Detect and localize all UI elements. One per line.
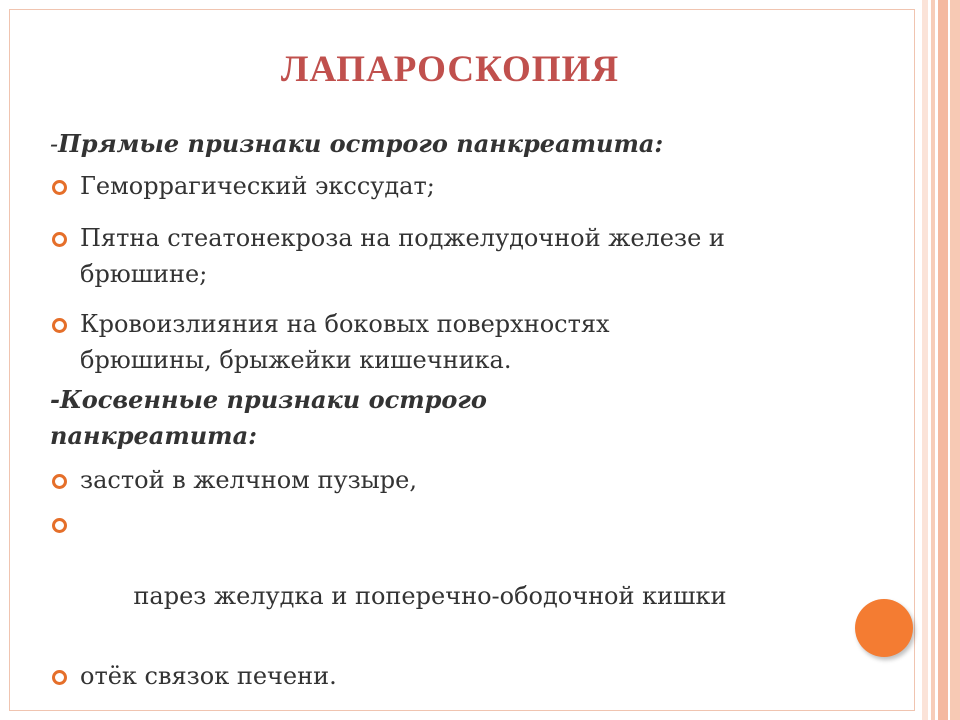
bullet-circle-icon <box>52 474 67 489</box>
list-item-text: парез желудка и поперечно-ободочной кишки <box>125 582 727 610</box>
list-item <box>50 462 850 498</box>
section-heading-direct <box>50 126 850 162</box>
list-item <box>50 168 850 204</box>
list-item <box>50 506 850 650</box>
list-item <box>50 220 820 292</box>
bullet-circle-icon <box>52 180 67 195</box>
bullet-circle-icon <box>52 670 67 685</box>
bullet-circle-icon <box>52 318 67 333</box>
section-heading-indirect <box>50 382 850 454</box>
list-item-text: Геморрагический экссудат; <box>80 172 435 200</box>
list-item <box>50 306 740 378</box>
decor-circle <box>855 599 913 657</box>
slide-title: ЛАПАРОСКОПИЯ <box>280 49 620 90</box>
heading-dash: - <box>50 130 59 158</box>
decor-stripe <box>931 0 935 720</box>
list-item-text: отёк связок печени. <box>80 662 337 690</box>
decor-stripe <box>950 0 960 720</box>
heading-text: Прямые признаки острого панкреатита: <box>58 129 664 158</box>
bullet-circle-icon <box>52 518 67 533</box>
list-item-text: Пятна стеатонекроза на поджелудочной железе и брюшине; <box>80 224 725 288</box>
decor-stripe <box>938 0 948 720</box>
list-item-text: застой в желчном пузыре, <box>80 466 417 494</box>
slide-content <box>50 126 850 694</box>
list-item <box>50 658 850 694</box>
heading-text-line2: панкреатита: <box>50 421 257 450</box>
bullet-circle-icon <box>52 232 67 247</box>
heading-text-line1: -Косвенные признаки острого <box>50 385 487 414</box>
decor-stripe <box>922 0 928 720</box>
list-item-text: Кровоизлияния на боковых поверхностях брюшины, брыжейки кишечника. <box>80 310 610 374</box>
